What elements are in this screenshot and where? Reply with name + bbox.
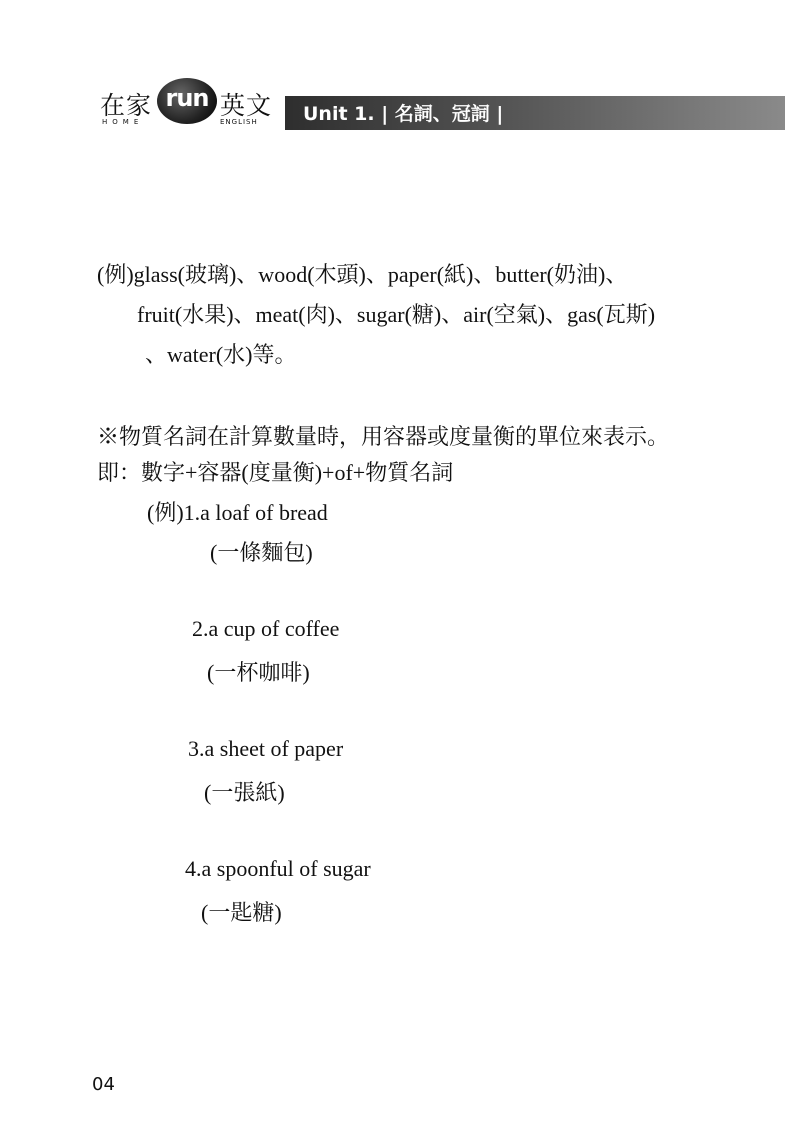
page-header [100, 78, 790, 134]
run-logo-icon [157, 78, 217, 124]
note-line-2: 即：數字+容器(度量衡)+of+物質名詞 [97, 460, 454, 485]
unit-title: Unit 1. | 名詞、冠詞 | [303, 103, 504, 125]
brand-home-label: HOME [102, 118, 144, 126]
item-4-english: 4.a spoonful of sugar [185, 856, 371, 881]
page-number: 04 [92, 1074, 115, 1095]
item-2-chinese: (一杯咖啡) [207, 660, 310, 685]
examples-line-3: 、water(水)等。 [145, 342, 297, 367]
item-1-english: (例)1.a loaf of bread [147, 500, 328, 525]
brand-english-label: ENGLISH [220, 118, 258, 126]
logo-text: run [165, 84, 209, 112]
item-3-chinese: (一張紙) [204, 780, 285, 805]
item-1-chinese: (一條麵包) [210, 540, 313, 565]
examples-line-2: fruit(水果)、meat(肉)、sugar(糖)、air(空氣)、gas(瓦斯) [137, 302, 656, 327]
item-3-english: 3.a sheet of paper [188, 736, 344, 761]
note-line-1: ※物質名詞在計算數量時，用容器或度量衡的單位來表示。 [97, 424, 670, 449]
item-2-english: 2.a cup of coffee [192, 616, 340, 641]
brand-title-right: 英文 [220, 91, 273, 120]
brand-title-left: 在家 [100, 91, 153, 120]
examples-line-1: (例)glass(玻璃)、wood(木頭)、paper(紙)、butter(奶油)、 [97, 262, 628, 287]
item-4-chinese: (一匙糖) [201, 900, 282, 925]
unit-title-bar [285, 96, 785, 130]
